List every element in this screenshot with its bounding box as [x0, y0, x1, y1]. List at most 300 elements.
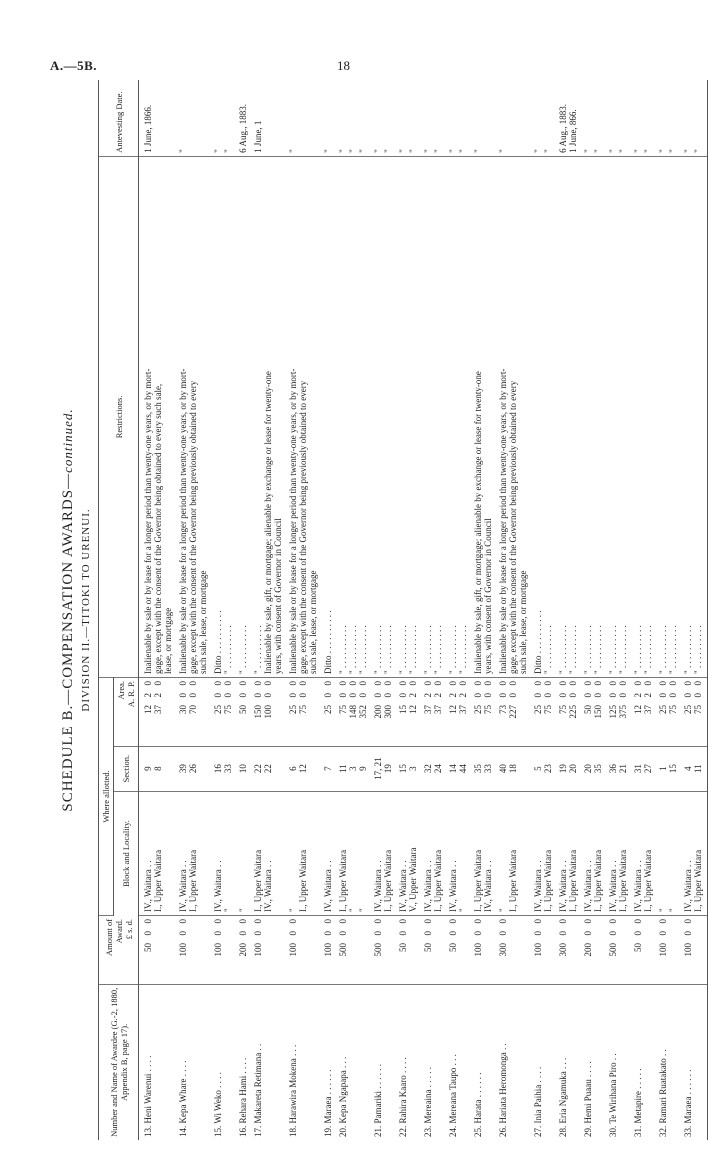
antevesting-date: " [433, 80, 443, 156]
award-amount [318, 915, 333, 984]
antevesting-date: 6 Aug., 1883. [233, 80, 248, 156]
awardee-name [383, 984, 393, 1140]
area-value-part: 0 [223, 692, 233, 698]
awardee-name [643, 984, 653, 1140]
awardee-name: 23. Mereaina . . . . . [423, 1067, 433, 1137]
area-value-part: 25 [213, 704, 223, 714]
antevesting-date: " [618, 80, 628, 156]
restriction-text: " . . . . . . . . . . [543, 156, 553, 677]
area-value [368, 677, 383, 746]
area-value-part: 0 [608, 680, 618, 686]
area-value-part: 25 [473, 704, 483, 714]
block-locality: " [223, 791, 233, 915]
area-value-part: 25 [533, 704, 543, 714]
antevesting-date [483, 80, 493, 156]
award-amount-part: 0 [558, 930, 568, 936]
award-amount [153, 915, 163, 984]
table-row [283, 80, 298, 1140]
award-amount [223, 915, 233, 984]
antevesting-date [308, 80, 318, 156]
block-locality: IV., Waitara . . [318, 791, 333, 915]
header-restrictions: Restrictions. [99, 156, 139, 677]
antevesting-date: " [408, 80, 418, 156]
award-amount [263, 915, 273, 984]
award-amount-part: 0 [633, 918, 643, 924]
block-locality [163, 791, 173, 915]
area-value [283, 677, 298, 746]
award-amount [528, 915, 543, 984]
awardee-name: 20. Kepa Ngapapa . . . [338, 1056, 348, 1137]
award-amount-part: 0 [473, 930, 483, 936]
award-amount-part: 0 [558, 918, 568, 924]
antevesting-date: " [653, 80, 668, 156]
area-value-part: 0 [593, 680, 603, 686]
area-value [188, 677, 198, 746]
award-amount-part: 50 [448, 942, 458, 952]
area-value-part: 25 [288, 704, 298, 714]
area-value-part: 0 [668, 680, 678, 686]
awardee-name [408, 984, 418, 1140]
area-value-part: 0 [238, 692, 248, 698]
award-amount-part: 300 [558, 942, 568, 957]
antevesting-date: " [283, 80, 298, 156]
award-amount-part: 100 [178, 942, 188, 957]
area-value [468, 677, 483, 746]
area-value-part: 0 [348, 680, 358, 686]
area-value-part: 0 [263, 692, 273, 698]
section-number: 14 [443, 746, 458, 791]
awardee-name: 27. Inia Paihia . . . . [533, 1066, 543, 1137]
document-reference: A.—5B. [50, 58, 98, 73]
award-amount-part: 0 [213, 930, 223, 936]
table-row [273, 80, 283, 1140]
award-amount-part: 0 [633, 930, 643, 936]
table-row [333, 80, 348, 1140]
award-amount-part: 0 [658, 918, 668, 924]
area-value-part: 0 [448, 680, 458, 686]
area-value-part: 2 [458, 692, 468, 698]
section-number: 1 [653, 746, 668, 791]
section-number: 21 [618, 746, 628, 791]
awardee-name [508, 984, 518, 1140]
table-row [139, 80, 154, 1140]
area-value [578, 677, 593, 746]
section-number: 3 [408, 746, 418, 791]
area-value-part: 200 [373, 704, 383, 719]
table-row [308, 80, 318, 1140]
header-area-label: Area. [116, 680, 126, 700]
area-value-part: 75 [558, 704, 568, 714]
award-amount [458, 915, 468, 984]
restriction-text: " . . . . . . . . . . [443, 156, 458, 677]
block-locality: " [493, 791, 508, 915]
section-number: 39 [173, 746, 188, 791]
area-value-part: 0 [458, 680, 468, 686]
section-number: 20 [578, 746, 593, 791]
area-value-part: 0 [223, 680, 233, 686]
awardee-name [298, 984, 308, 1140]
awardee-name: 32. Ramari Ruatakato . . [658, 1049, 668, 1137]
area-value-part: 0 [693, 680, 703, 686]
antevesting-date: 1 June, 866. [568, 80, 578, 156]
area-value-part: 0 [508, 692, 518, 698]
area-value-part: 75 [338, 704, 348, 714]
block-locality: I., Upper Waitara [298, 791, 308, 915]
area-value [568, 677, 578, 746]
award-amount-part: 0 [683, 930, 693, 936]
award-amount [553, 915, 568, 984]
restriction-text: such sale, lease, or mortgage [518, 156, 528, 677]
area-value-part: 0 [153, 680, 163, 686]
area-value [393, 677, 408, 746]
award-amount-part: 0 [683, 918, 693, 924]
table-body [139, 80, 708, 1140]
area-value [653, 677, 668, 746]
header-name: Number and Name of Awardee (G.-2, 1880, Appendix B, page 17). [99, 984, 139, 1140]
area-value [153, 677, 163, 746]
area-value-part: 150 [593, 704, 603, 719]
table-row [628, 80, 643, 1140]
area-value [263, 677, 273, 746]
block-locality: IV., Waitara . . [603, 791, 618, 915]
area-value-part: 0 [533, 692, 543, 698]
page-number: 18 [337, 58, 350, 73]
restriction-text: " . . . . . . . . . . [393, 156, 408, 677]
area-value-part: 100 [263, 704, 273, 719]
area-value [493, 677, 508, 746]
antevesting-date [153, 80, 163, 156]
award-amount-part: 500 [608, 942, 618, 957]
block-locality: I., Upper Waitara [188, 791, 198, 915]
rotated-schedule-page [50, 80, 703, 1140]
header-amount-label: Amount of Award. [103, 918, 124, 957]
area-value [408, 677, 418, 746]
award-amount-part: 100 [473, 942, 483, 957]
area-value-part: 0 [188, 692, 198, 698]
antevesting-date [163, 80, 173, 156]
section-number: 11 [333, 746, 348, 791]
area-value-part: 0 [253, 692, 263, 698]
restriction-text: " . . . . . . . . . . [248, 156, 263, 677]
area-value-part: 0 [658, 692, 668, 698]
area-value-part: 0 [288, 680, 298, 686]
table-row [618, 80, 628, 1140]
table-row [153, 80, 163, 1140]
area-value-part: 0 [693, 692, 703, 698]
section-number: 33 [223, 746, 233, 791]
area-value [308, 677, 318, 746]
block-locality: I., Upper Waitara [643, 791, 653, 915]
section-number: 18 [508, 746, 518, 791]
restriction-text: gage, except with the consent of the Governor being previously obtained to every [298, 156, 308, 677]
antevesting-date: 1 June, 1866. [139, 80, 154, 156]
award-amount [248, 915, 263, 984]
area-value [298, 677, 308, 746]
award-amount [188, 915, 198, 984]
section-number: 44 [458, 746, 468, 791]
awardee-name [458, 984, 468, 1140]
antevesting-date: 1 June, 1 [248, 80, 263, 156]
table-row [368, 80, 383, 1140]
restriction-text: " . . . . . . . . . . [618, 156, 628, 677]
block-locality: I., Upper Waitara [508, 791, 518, 915]
restriction-text: " . . . . . . . . . . [628, 156, 643, 677]
antevesting-date [198, 80, 208, 156]
antevesting-date: " [578, 80, 593, 156]
restriction-text: " . . . . . . . . . . [418, 156, 433, 677]
award-amount-part: 0 [498, 930, 508, 936]
area-value-part: 0 [288, 692, 298, 698]
awardee-name [263, 984, 273, 1140]
area-value [458, 677, 468, 746]
award-amount-part: 0 [658, 930, 668, 936]
area-value-part: 2 [423, 692, 433, 698]
area-value-part: 75 [298, 704, 308, 714]
awardee-name [198, 984, 208, 1140]
table-row [678, 80, 693, 1140]
area-value-part: 0 [543, 680, 553, 686]
award-amount [543, 915, 553, 984]
block-locality: " [668, 791, 678, 915]
area-value-part: 12 [143, 704, 153, 714]
block-locality: " [653, 791, 668, 915]
area-value-part: 0 [253, 680, 263, 686]
awardee-name: 25. Harata . . . . . . [473, 1072, 483, 1137]
section-number: 26 [188, 746, 198, 791]
area-value-part: 2 [153, 692, 163, 698]
area-value-part: 0 [498, 692, 508, 698]
award-amount [678, 915, 693, 984]
area-value-part: 0 [473, 680, 483, 686]
award-amount-part: 50 [423, 942, 433, 952]
area-value-part: 75 [668, 704, 678, 714]
award-amount [139, 915, 154, 984]
area-value-part: 0 [558, 692, 568, 698]
award-amount-part: 0 [473, 918, 483, 924]
antevesting-date: " [318, 80, 333, 156]
area-value [233, 677, 248, 746]
area-value-part: 50 [583, 704, 593, 714]
award-amount-part: 0 [533, 918, 543, 924]
area-value-part: 0 [618, 680, 628, 686]
antevesting-date: " [458, 80, 468, 156]
restriction-text: gage, except with the consent of the Governor being previously obtained to every [508, 156, 518, 677]
table-row [248, 80, 263, 1140]
block-locality: IV., Waitara . . [553, 791, 568, 915]
area-value-part: 0 [358, 692, 368, 698]
table-row [408, 80, 418, 1140]
section-number: 8 [153, 746, 163, 791]
area-value-part: 375 [618, 704, 628, 719]
restriction-text: " . . . . . . . . . . [578, 156, 593, 677]
area-value [543, 677, 553, 746]
award-amount-part: 0 [238, 918, 248, 924]
award-amount [173, 915, 188, 984]
antevesting-date [298, 80, 308, 156]
antevesting-date: " [593, 80, 603, 156]
table-row [263, 80, 273, 1140]
section-number: 3 [348, 746, 358, 791]
section-number: 31 [628, 746, 643, 791]
area-value-part: 125 [608, 704, 618, 719]
award-amount [643, 915, 653, 984]
area-value-part: 75 [543, 704, 553, 714]
awardee-name: 18. Harawira Mokena . . . [288, 1044, 298, 1137]
block-locality: I., Upper Waitara [618, 791, 628, 915]
area-value-part: 0 [323, 680, 333, 686]
block-locality: " [283, 791, 298, 915]
area-value [518, 677, 528, 746]
table-row [653, 80, 668, 1140]
restriction-text: Inalienable by sale or by lease for a longer period than twenty-one years, or by mort- [173, 156, 188, 677]
antevesting-date: " [173, 80, 188, 156]
block-locality: I., Upper Waitara [383, 791, 393, 915]
schedule-title [60, 80, 77, 1140]
block-locality: " [358, 791, 368, 915]
table-row [298, 80, 308, 1140]
area-value [528, 677, 543, 746]
section-number: 22 [248, 746, 263, 791]
area-value-part: 37 [458, 704, 468, 714]
area-value [508, 677, 518, 746]
award-amount-part: 0 [288, 918, 298, 924]
awardee-name: 29. Hemi Puaau . . . . [583, 1061, 593, 1137]
section-number: 17, 21 [368, 746, 383, 791]
table-row [433, 80, 443, 1140]
table-row [483, 80, 493, 1140]
block-locality: I., Upper Waitara [248, 791, 263, 915]
award-amount [233, 915, 248, 984]
area-value-part: 12 [408, 704, 418, 714]
block-locality: I., Upper Waitara [468, 791, 483, 915]
area-value-part: 150 [253, 704, 263, 719]
area-value [593, 677, 603, 746]
block-locality: IV., Waitara . . [139, 791, 154, 915]
title-main: SCHEDULE B.—COMPENSATION AWARDS— [60, 472, 76, 812]
area-value-part: 0 [568, 692, 578, 698]
area-value-part: 0 [323, 692, 333, 698]
award-amount-part: 300 [498, 942, 508, 957]
area-value [693, 677, 708, 746]
antevesting-date: " [223, 80, 233, 156]
award-amount-part: 100 [683, 942, 693, 957]
table-row [468, 80, 483, 1140]
award-amount-part: 100 [288, 942, 298, 957]
block-locality: IV., Waitara . . [678, 791, 693, 915]
restriction-text: " . . . . . . . . . . [233, 156, 248, 677]
table-row [568, 80, 578, 1140]
award-amount [508, 915, 518, 984]
area-value [483, 677, 493, 746]
restriction-text: " . . . . . . . . . . [603, 156, 618, 677]
awardee-name: 17. Makareta Retimana . . [253, 1043, 263, 1137]
area-value-part: 0 [593, 692, 603, 698]
awardee-name [693, 984, 708, 1140]
area-value-part: 0 [683, 692, 693, 698]
award-amount [308, 915, 318, 984]
section-number: 33 [483, 746, 493, 791]
table-header-row [99, 80, 114, 1140]
area-value-part: 0 [508, 680, 518, 686]
award-amount-part: 0 [178, 930, 188, 936]
award-amount [618, 915, 628, 984]
award-amount [443, 915, 458, 984]
block-locality: IV., Waitara . . [208, 791, 223, 915]
block-locality: I., Upper Waitara [568, 791, 578, 915]
restriction-text: " . . . . . . . . . . [333, 156, 348, 677]
section-number: 15 [668, 746, 678, 791]
area-value-part: 0 [668, 692, 678, 698]
area-value-part: 0 [143, 680, 153, 686]
area-value-part: 300 [383, 704, 393, 719]
block-locality: IV., Waitara . . [528, 791, 543, 915]
restriction-text: " . . . . . . . . . . [693, 156, 708, 677]
award-amount-part: 0 [253, 918, 263, 924]
section-number: 11 [693, 746, 708, 791]
section-number: 9 [139, 746, 154, 791]
section-number [518, 746, 528, 791]
antevesting-date: " [443, 80, 458, 156]
table-row [188, 80, 198, 1140]
award-amount-part: 0 [423, 918, 433, 924]
area-value-part: 0 [213, 692, 223, 698]
area-value [358, 677, 368, 746]
restriction-text: years, with consent of Governor in Council [273, 156, 283, 677]
award-amount [493, 915, 508, 984]
award-amount-part: 200 [583, 942, 593, 957]
awardee-name: 16. Rehara Hami . . . . [238, 1057, 248, 1137]
area-value [348, 677, 358, 746]
award-amount-part: 0 [448, 930, 458, 936]
award-amount [418, 915, 433, 984]
area-value-part: 0 [373, 680, 383, 686]
area-value [553, 677, 568, 746]
section-number: 16 [208, 746, 223, 791]
award-amount [653, 915, 668, 984]
award-amount-part: 0 [583, 918, 593, 924]
restriction-text: " . . . . . . . . . . [553, 156, 568, 677]
area-value [618, 677, 628, 746]
area-value-part: 0 [568, 680, 578, 686]
award-amount [298, 915, 308, 984]
area-value-part: 0 [423, 680, 433, 686]
division-subtitle: DIVISION II.—TITOKI TO URENUI. [80, 508, 92, 712]
area-value-part: 227 [508, 704, 518, 719]
area-value-part: 0 [398, 680, 408, 686]
section-number [163, 746, 173, 791]
table-row [443, 80, 458, 1140]
area-value-part: 25 [323, 704, 333, 714]
awardee-name: 24. Mereana Taupo . . . [448, 1054, 458, 1137]
award-amount-part: 0 [338, 918, 348, 924]
table-row [233, 80, 248, 1140]
award-amount-part: 0 [373, 930, 383, 936]
awardee-name [668, 984, 678, 1140]
area-value-part: 37 [643, 704, 653, 714]
area-value-part: 0 [618, 692, 628, 698]
section-number: 36 [603, 746, 618, 791]
area-value-part: 0 [558, 680, 568, 686]
area-value-part: 0 [383, 692, 393, 698]
restriction-text: " . . . . . . . . . . [653, 156, 668, 677]
award-amount-part: 0 [253, 930, 263, 936]
block-locality: IV., Waitara . . [418, 791, 433, 915]
restriction-text: years, with consent of Governor in Council [483, 156, 493, 677]
antevesting-date: " [693, 80, 708, 156]
header-amount-units: £ s. d. [123, 918, 134, 940]
area-value-part: 25 [658, 704, 668, 714]
award-amount-part: 50 [633, 942, 643, 952]
